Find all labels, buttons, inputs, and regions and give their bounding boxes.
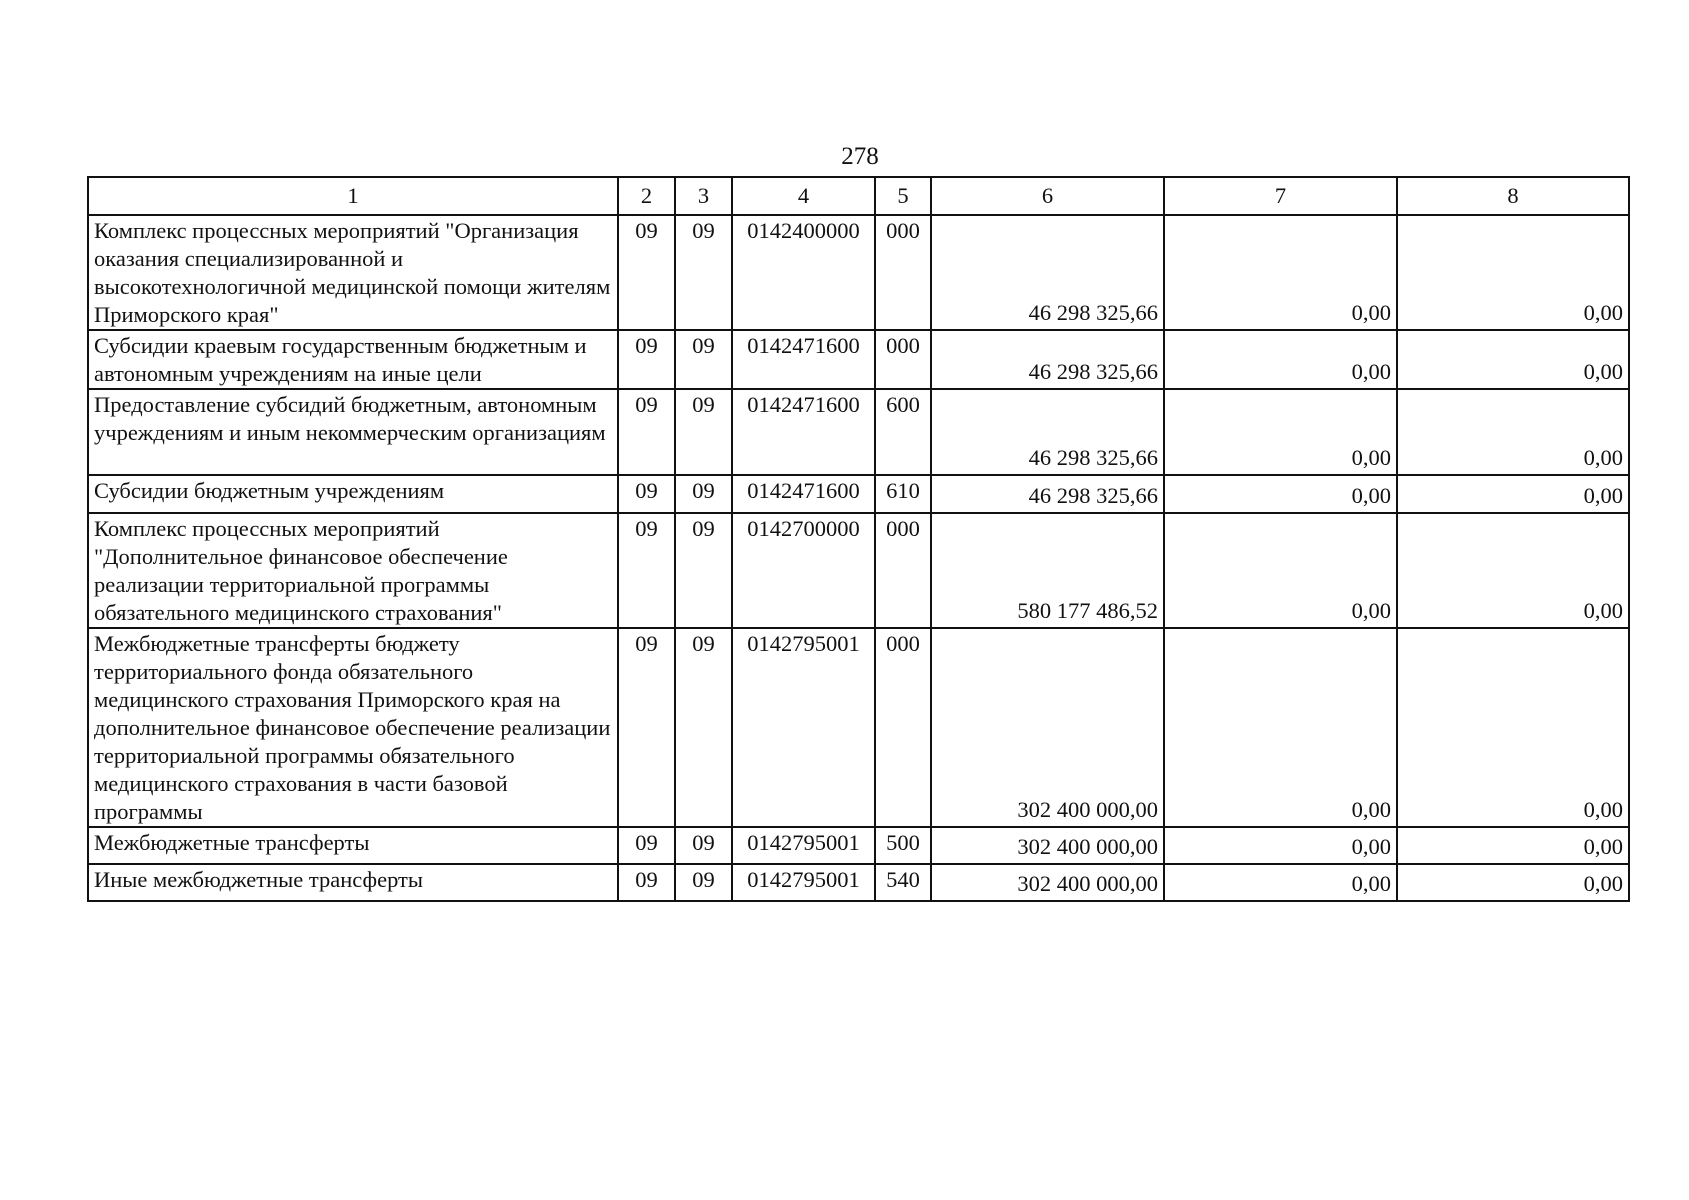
row-amount-8: 0,00 xyxy=(1397,330,1629,389)
table-row xyxy=(88,628,1629,827)
row-amount-7: 0,00 xyxy=(1164,864,1397,901)
row-section: 09 xyxy=(618,330,675,389)
row-name: Предоставление субсидий бюджетным, автономным учреждениям и иным некоммерческим организациям xyxy=(88,389,618,475)
row-expense-type: 000 xyxy=(875,513,931,628)
row-amount-7: 0,00 xyxy=(1164,628,1397,827)
row-section: 09 xyxy=(618,475,675,513)
row-expense-type: 600 xyxy=(875,389,931,475)
header-col-2: 2 xyxy=(618,177,675,215)
row-expense-type: 500 xyxy=(875,827,931,864)
row-name: Субсидии краевым государственным бюджетным и автономным учреждениям на иные цели xyxy=(88,330,618,389)
row-target-code: 0142471600 xyxy=(732,330,875,389)
row-target-code: 0142471600 xyxy=(732,475,875,513)
row-section: 09 xyxy=(618,827,675,864)
row-subsection: 09 xyxy=(675,628,732,827)
row-target-code: 0142795001 xyxy=(732,628,875,827)
row-name: Комплекс процессных мероприятий "Дополнительное финансовое обеспечение реализации территориальной программы обязательного медицинского страхования" xyxy=(88,513,618,628)
table-row xyxy=(88,215,1629,330)
row-target-code: 0142400000 xyxy=(732,215,875,330)
row-section: 09 xyxy=(618,628,675,827)
row-target-code: 0142795001 xyxy=(732,864,875,901)
header-col-4: 4 xyxy=(732,177,875,215)
table-row xyxy=(88,330,1629,389)
row-section: 09 xyxy=(618,215,675,330)
row-amount-7: 0,00 xyxy=(1164,330,1397,389)
row-name: Субсидии бюджетным учреждениям xyxy=(88,475,618,513)
row-name: Межбюджетные трансферты бюджету территориального фонда обязательного медицинского страхования Приморского края на дополнительное финансовое обеспечение реализации территориальной программы обязательного медицинского страхования в части базовой программы xyxy=(88,628,618,827)
row-amount-7: 0,00 xyxy=(1164,475,1397,513)
row-amount-6: 46 298 325,66 xyxy=(931,389,1164,475)
row-amount-8: 0,00 xyxy=(1397,215,1629,330)
row-name: Иные межбюджетные трансферты xyxy=(88,864,618,901)
row-target-code: 0142795001 xyxy=(732,827,875,864)
row-name: Межбюджетные трансферты xyxy=(88,827,618,864)
row-amount-8: 0,00 xyxy=(1397,513,1629,628)
header-col-5: 5 xyxy=(875,177,931,215)
row-amount-8: 0,00 xyxy=(1397,475,1629,513)
row-amount-6: 302 400 000,00 xyxy=(931,628,1164,827)
table-row xyxy=(88,513,1629,628)
row-section: 09 xyxy=(618,389,675,475)
row-subsection: 09 xyxy=(675,864,732,901)
row-expense-type: 000 xyxy=(875,215,931,330)
row-target-code: 0142700000 xyxy=(732,513,875,628)
row-amount-6: 46 298 325,66 xyxy=(931,215,1164,330)
row-amount-6: 302 400 000,00 xyxy=(931,864,1164,901)
row-subsection: 09 xyxy=(675,513,732,628)
row-section: 09 xyxy=(618,864,675,901)
row-target-code: 0142471600 xyxy=(732,389,875,475)
header-col-7: 7 xyxy=(1164,177,1397,215)
header-col-3: 3 xyxy=(675,177,732,215)
row-amount-8: 0,00 xyxy=(1397,628,1629,827)
row-amount-7: 0,00 xyxy=(1164,215,1397,330)
row-section: 09 xyxy=(618,513,675,628)
row-amount-7: 0,00 xyxy=(1164,827,1397,864)
row-amount-8: 0,00 xyxy=(1397,864,1629,901)
row-expense-type: 000 xyxy=(875,628,931,827)
budget-table xyxy=(87,176,1630,902)
row-amount-6: 46 298 325,66 xyxy=(931,475,1164,513)
header-col-1: 1 xyxy=(88,177,618,215)
row-subsection: 09 xyxy=(675,475,732,513)
table-row xyxy=(88,827,1629,864)
table-row xyxy=(88,389,1629,475)
row-amount-6: 46 298 325,66 xyxy=(931,330,1164,389)
row-expense-type: 540 xyxy=(875,864,931,901)
header-col-6: 6 xyxy=(931,177,1164,215)
row-amount-8: 0,00 xyxy=(1397,389,1629,475)
table-row xyxy=(88,475,1629,513)
row-name: Комплекс процессных мероприятий "Организация оказания специализированной и высокотехнологичной медицинской помощи жителям Приморского края" xyxy=(88,215,618,330)
row-amount-6: 580 177 486,52 xyxy=(931,513,1164,628)
row-subsection: 09 xyxy=(675,330,732,389)
page-number: 278 xyxy=(841,143,879,170)
row-subsection: 09 xyxy=(675,389,732,475)
row-expense-type: 610 xyxy=(875,475,931,513)
row-expense-type: 000 xyxy=(875,330,931,389)
row-subsection: 09 xyxy=(675,215,732,330)
row-amount-6: 302 400 000,00 xyxy=(931,827,1164,864)
row-amount-7: 0,00 xyxy=(1164,389,1397,475)
table-row xyxy=(88,864,1629,901)
row-amount-8: 0,00 xyxy=(1397,827,1629,864)
header-col-8: 8 xyxy=(1397,177,1629,215)
row-amount-7: 0,00 xyxy=(1164,513,1397,628)
row-subsection: 09 xyxy=(675,827,732,864)
header-row xyxy=(88,177,1629,215)
